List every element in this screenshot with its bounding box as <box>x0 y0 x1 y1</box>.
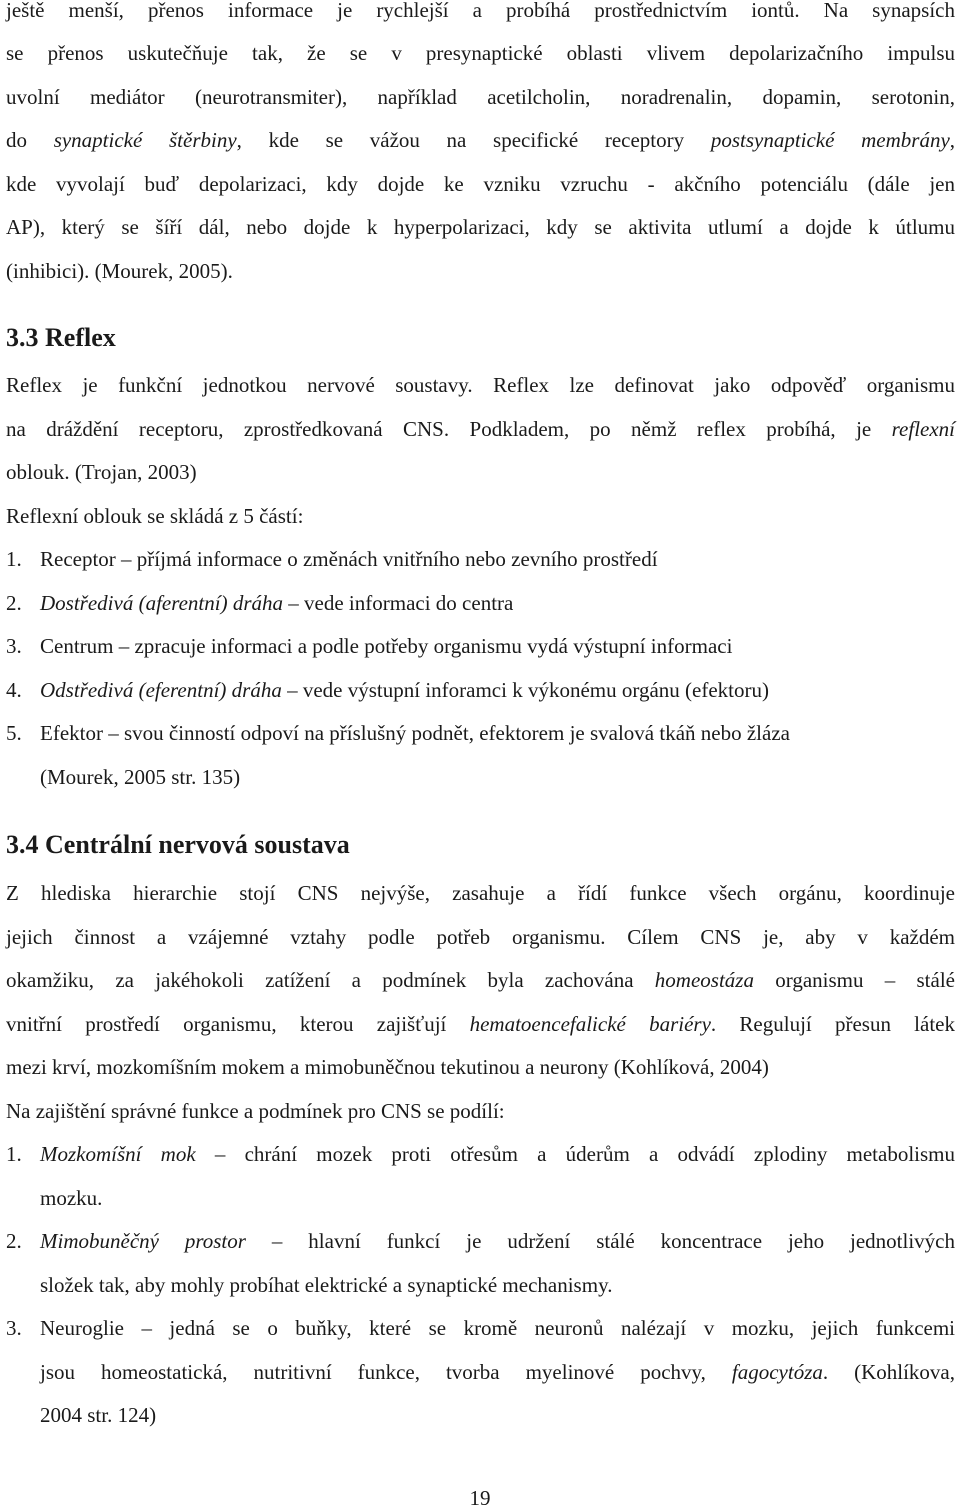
paragraph-line: se přenos uskutečňuje tak, že se v presynaptické oblasti vlivem depolarizačního impulsu <box>6 41 955 65</box>
list-item: 2. Mimobuněčný prostor – hlavní funkcí je udržení stálé koncentrace jeho jednotlivých <box>6 1229 956 1253</box>
emphasis-term: Mimobuněčný prostor <box>40 1229 246 1253</box>
page-number: 19 <box>469 1486 491 1510</box>
list-item-continuation: složek tak, aby mohly probíhat elektrické a synaptické mechanismy. <box>40 1273 613 1297</box>
list-item-continuation: jsou homeostatická, nutritivní funkce, tvorba myelinové pochvy, fagocytóza. (Kohlíkova, <box>40 1360 955 1384</box>
emphasis-term: hematoencefalické bariéry <box>469 1012 711 1036</box>
paragraph-line: do synaptické štěrbiny, kde se vážou na specifické receptory postsynaptické membrány, <box>6 128 956 152</box>
list-item: 3. Centrum – zpracuje informaci a podle potřeby organismu vydá výstupní informaci <box>6 634 733 658</box>
list-item: 2. Dostředivá (aferentní) dráha – vede informaci do centra <box>6 591 514 615</box>
paragraph-line: Na zajištění správné funkce a podmínek pro CNS se podílí: <box>6 1099 505 1123</box>
paragraph-line: na dráždění receptoru, zprostředkovaná CNS. Podkladem, po němž reflex probíhá, je reflexní <box>6 417 955 441</box>
emphasis-term: reflexní <box>891 417 955 441</box>
paragraph-line: (inhibici). (Mourek, 2005). <box>6 259 233 283</box>
emphasis-term: Odstředivá (eferentní) dráha <box>40 678 282 702</box>
list-item: 1. Mozkomíšní mok – chrání mozek proti otřesům a úderům a odvádí zplodiny metabolismu <box>6 1142 956 1166</box>
list-item: 5. Efektor – svou činností odpoví na příslušný podnět, efektorem je svalová tkáň nebo žláza <box>6 721 790 745</box>
paragraph-line: Reflexní oblouk se skládá z 5 částí: <box>6 504 304 528</box>
list-item-continuation: 2004 str. 124) <box>40 1403 157 1427</box>
paragraph-line: jejich činnost a vzájemné vztahy podle potřeb organismu. Cílem CNS je, aby v každém <box>6 925 955 949</box>
emphasis-term: Dostředivá (aferentní) dráha <box>40 591 284 615</box>
list-item: 1. Receptor – příjmá informace o změnách vnitřního nebo zevního prostředí <box>6 547 658 571</box>
section-heading-cns: 3.4 Centrální nervová soustava <box>6 830 350 859</box>
list-item-continuation: mozku. <box>40 1186 103 1210</box>
paragraph-line: mezi krví, mozkomíšním mokem a mimobuněčnou tekutinou a neurony (Kohlíková, 2004) <box>6 1055 769 1079</box>
paragraph-line: uvolní mediátor (neurotransmiter), například acetilcholin, noradrenalin, dopamin, serotonin, <box>6 85 955 109</box>
paragraph-line: AP), který se šíří dál, nebo dojde k hyperpolarizaci, kdy se aktivita utlumí a dojde k útlumu <box>6 215 955 239</box>
section-heading-reflex: 3.3 Reflex <box>6 323 116 352</box>
emphasis-term: fagocytóza <box>731 1360 823 1384</box>
list-item-continuation: (Mourek, 2005 str. 135) <box>40 765 241 789</box>
emphasis-term: postsynaptické membrány <box>710 128 950 152</box>
paragraph-line: Reflex je funkční jednotkou nervové soustavy. Reflex lze definovat jako odpověď organismu <box>6 373 955 397</box>
paragraph-line: oblouk. (Trojan, 2003) <box>6 460 197 484</box>
emphasis-term: synaptické štěrbiny <box>53 128 237 152</box>
paragraph-line: kde vyvolají buď depolarizaci, kdy dojde ke vzniku vzruchu - akčního potenciálu (dále jen <box>6 172 955 196</box>
paragraph-line: ještě menší, přenos informace je rychlejší a probíhá prostřednictvím iontů. Na synapsích <box>6 0 955 22</box>
list-item: 4. Odstředivá (eferentní) dráha – vede výstupní inforamci k výkonému orgánu (efektoru) <box>6 678 769 702</box>
paragraph-line: okamžiku, za jakéhokoli zatížení a podmínek byla zachována homeostáza organismu – stálé <box>6 968 955 992</box>
list-item: 3. Neuroglie – jedná se o buňky, které se kromě neuronů nalézají v mozku, jejich funkcemi <box>6 1316 955 1340</box>
emphasis-term: homeostáza <box>654 968 754 992</box>
paragraph-line: Z hlediska hierarchie stojí CNS nejvýše, zasahuje a řídí funkce všech orgánu, koordinuje <box>6 881 955 905</box>
paragraph-line: vnitřní prostředí organismu, kterou zajišťují hematoencefalické bariéry. Regulují přesun látek <box>6 1012 955 1036</box>
emphasis-term: Mozkomíšní mok <box>40 1142 196 1166</box>
